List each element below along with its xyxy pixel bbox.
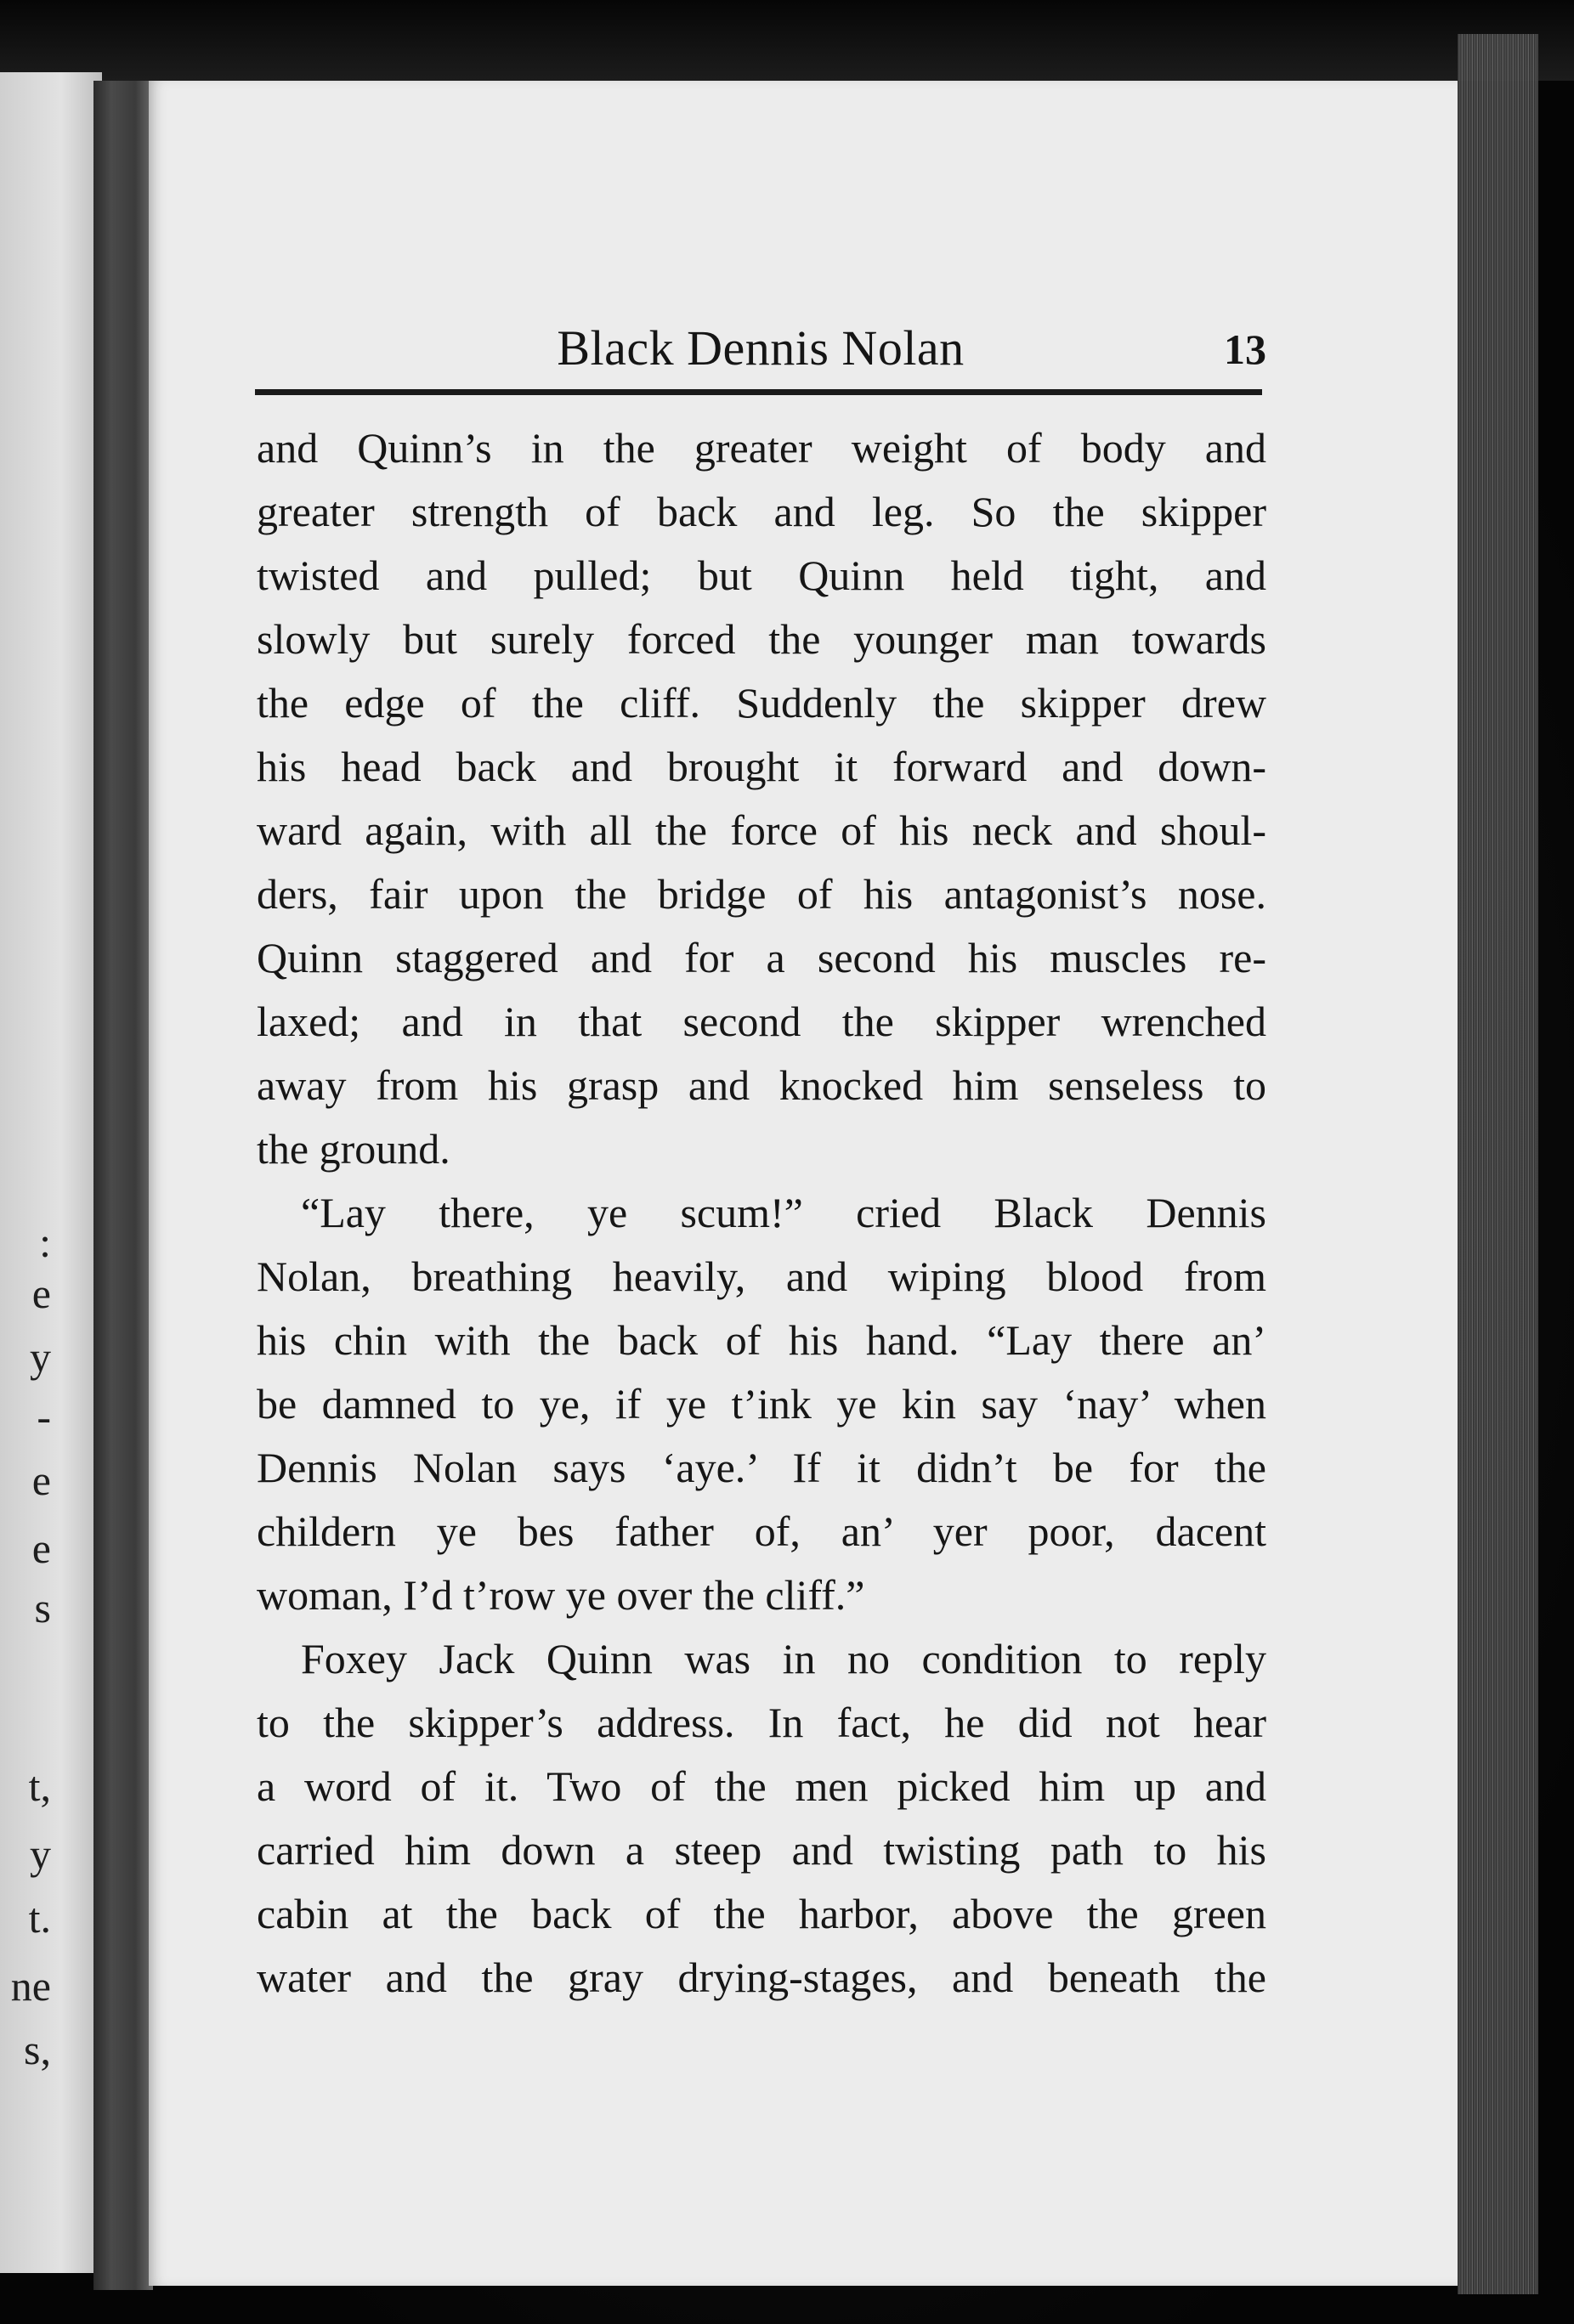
text-line: ders, fair upon the bridge of his antagonist’s nose. [257, 870, 1266, 918]
text-line: to the skipper’s address. In fact, he did not hear [257, 1699, 1266, 1746]
text-line: “Lay there, ye scum!” cried Black Dennis [301, 1189, 1266, 1236]
text-line: greater strength of back and leg. So the skipper [257, 488, 1266, 535]
facing-page-fragment: y [30, 1333, 51, 1381]
text-line: slowly but surely forced the younger man towards [257, 615, 1266, 663]
text-line: away from his grasp and knocked him senseless to [257, 1061, 1266, 1109]
text-line: and Quinn’s in the greater weight of body and [257, 424, 1266, 472]
facing-page-fragment: e [31, 1456, 51, 1504]
text-line: a word of it. Two of the men picked him up and [257, 1762, 1266, 1810]
text-line: Nolan, breathing heavily, and wiping blood from [257, 1252, 1266, 1300]
facing-page-fragment: s, [24, 2026, 51, 2073]
facing-page-fragment: t, [28, 1762, 51, 1810]
facing-page-fragment: t. [28, 1894, 51, 1942]
facing-page-fragment: s [34, 1584, 51, 1631]
text-line: laxed; and in that second the skipper wrenched [257, 998, 1266, 1045]
text-line: the edge of the cliff. Suddenly the skipper drew [257, 679, 1266, 727]
body-text [257, 416, 1266, 2010]
facing-page-fragment: e [31, 1524, 51, 1572]
text-line: his head back and brought it forward and down- [257, 743, 1266, 790]
page-header [255, 319, 1266, 387]
text-line: childern ye bes father of, an’ yer poor, dacent [257, 1507, 1266, 1555]
text-line: be damned to ye, if ye t’ink ye kin say ‘nay’ when [257, 1380, 1266, 1428]
text-line: woman, I’d t’row ye over the cliff.” [257, 1571, 865, 1619]
header-rule [255, 389, 1262, 395]
facing-page-fragment: : [39, 1219, 51, 1266]
text-line: water and the gray drying-stages, and beneath the [257, 1954, 1266, 2001]
facing-page-edge [0, 72, 102, 2273]
page-number: 13 [1224, 325, 1266, 373]
text-line: Quinn staggered and for a second his muscles re- [257, 934, 1266, 981]
facing-page-fragment: ne [10, 1962, 51, 2010]
running-head: Black Dennis Nolan [557, 320, 965, 376]
scan-top-shadow [0, 0, 1574, 81]
text-line: carried him down a steep and twisting path to his [257, 1826, 1266, 1874]
text-line: ward again, with all the force of his neck and shoul- [257, 806, 1266, 854]
facing-page-fragment: y [30, 1830, 51, 1878]
text-line: the ground. [257, 1125, 450, 1173]
text-line: his chin with the back of his hand. “Lay there an’ [257, 1316, 1266, 1364]
text-line: cabin at the back of the harbor, above the green [257, 1890, 1266, 1937]
text-line: Foxey Jack Quinn was in no condition to reply [301, 1635, 1266, 1682]
facing-page-fragment: - [37, 1393, 51, 1440]
text-line: Dennis Nolan says ‘aye.’ If it didn’t be for the [257, 1444, 1266, 1491]
text-line: twisted and pulled; but Quinn held tight, and [257, 551, 1266, 599]
book-gutter [93, 81, 153, 2290]
facing-page-fragment: e [31, 1269, 51, 1317]
page-block-edge [1458, 34, 1538, 2294]
